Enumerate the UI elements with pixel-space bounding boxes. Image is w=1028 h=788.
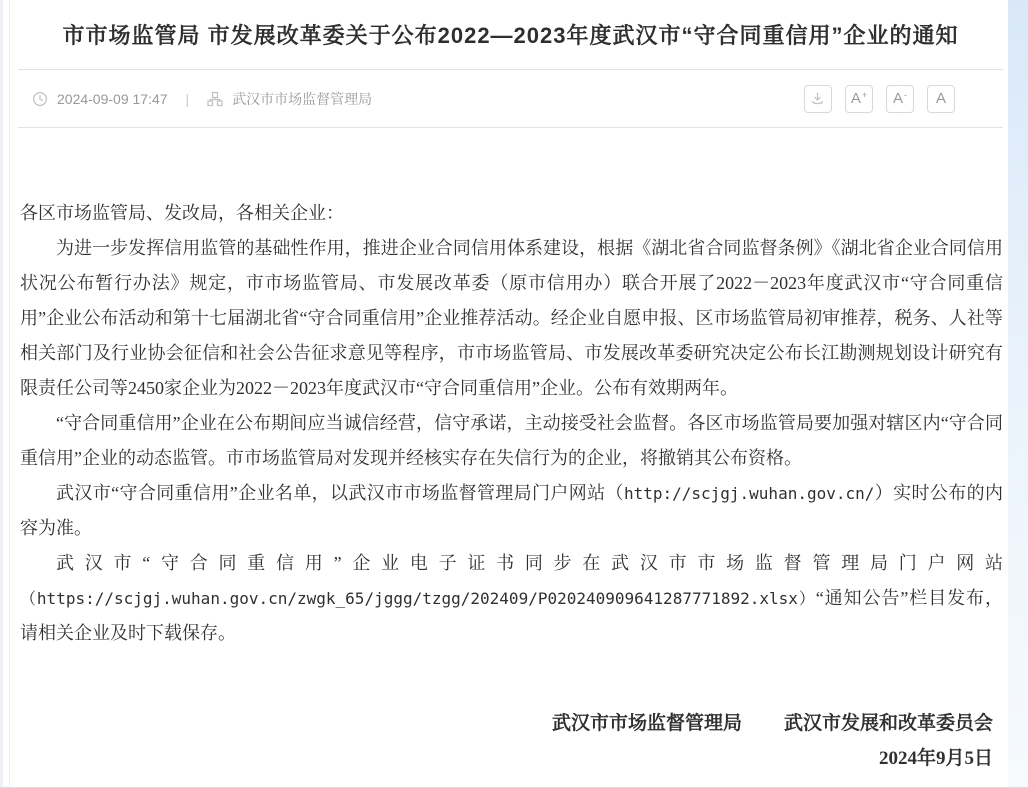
signature-date: 2024年9月5日	[878, 748, 993, 769]
org-chart-icon	[207, 91, 223, 107]
paragraph-2: “守合同重信用”企业在公布期间应当诚信经营，信守承诺，主动接受社会监督。各区市场监管局要加强对辖区内“守合同重信用”企业的动态监管。市市场监管局对发现并经核实存在失信行为的企业，将撤销其公布资格。	[20, 413, 1003, 468]
article-body	[0, 128, 1028, 651]
paragraph-3	[20, 476, 1003, 546]
download-button[interactable]	[804, 85, 832, 113]
article-toolbar	[804, 85, 1003, 113]
page-title: 市市场监管局 市发展改革委关于公布2022—2023年度武汉市“守合同重信用”企业的通知	[62, 23, 959, 48]
paragraph-4-text-after: “通知公告”栏目发布，请相关企业及时下载保存。	[20, 588, 1003, 643]
font-decrease-button[interactable]	[886, 85, 914, 113]
clock-icon	[32, 91, 48, 107]
publish-time-text: 2024-09-09 17:47	[57, 90, 168, 107]
download-icon	[810, 91, 826, 107]
signature-org-1: 武汉市市场监督管理局	[551, 713, 742, 734]
paragraph-3-text-after: ）实时公布的内容为准。	[20, 483, 1004, 538]
paragraph-3-text: 武汉市“守合同重信用”企业名单，以武汉市市场监督管理局门户网站（	[56, 483, 624, 503]
font-decrease-label: A	[892, 90, 903, 107]
paragraph-1: 为进一步发挥信用监管的基础性作用，推进企业合同信用体系建设，根据《湖北省合同监督条例》《湖北省企业合同信用状况公布暂行办法》规定，市市场监管局、市发展改革委（原市信用办）联合开展了2022－2023年度武汉市“守合同重信用”企业公布活动和第十七届湖北省“守合同重信用”企业推荐活动。经企业自愿申报、区市场监管局初审推荐，税务、人社等相关部门及行业协会征信和社会公告征求意见等程序，市市场监管局、市发展改革委研究决定公布长江勘测规划设计研究有限责任公司等2450家企业为2022－2023年度武汉市“守合同重信用”企业。公布有效期两年。	[20, 238, 1003, 398]
font-increase-button[interactable]	[845, 85, 873, 113]
source-org-text: 武汉市市场监督管理局	[232, 90, 373, 107]
portal-url: http://scjgj.wuhan.gov.cn/	[623, 484, 875, 503]
font-reset-button[interactable]	[927, 85, 955, 113]
page-left-edge	[0, 0, 10, 787]
meta-row	[18, 70, 1003, 128]
paragraph-4-text: 武汉市“守合同重信用”企业电子证书同步在武汉市市场监督管理局门户网站	[56, 553, 1003, 573]
plus-sign: +	[861, 90, 868, 100]
source-org	[207, 89, 372, 109]
paragraph-4	[20, 546, 1003, 651]
font-increase-label: A	[850, 90, 861, 107]
meta-separator: |	[185, 90, 190, 107]
publish-time	[32, 91, 168, 107]
title-bar	[18, 0, 1003, 70]
signature-orgs	[0, 706, 993, 741]
signature-org-2: 武汉市发展和改革委员会	[783, 713, 993, 734]
certificate-file-url: （https://scjgj.wuhan.gov.cn/zwgk_65/jggg/tzgg/202409/P020240909641287771892.xlsx）	[20, 589, 816, 608]
page-right-edge	[1008, 0, 1028, 787]
salutation: 各区市场监管局、发改局，各相关企业：	[20, 203, 344, 223]
font-reset-label: A	[935, 90, 946, 107]
minus-sign: -	[904, 90, 907, 100]
signature-block	[0, 706, 1028, 776]
